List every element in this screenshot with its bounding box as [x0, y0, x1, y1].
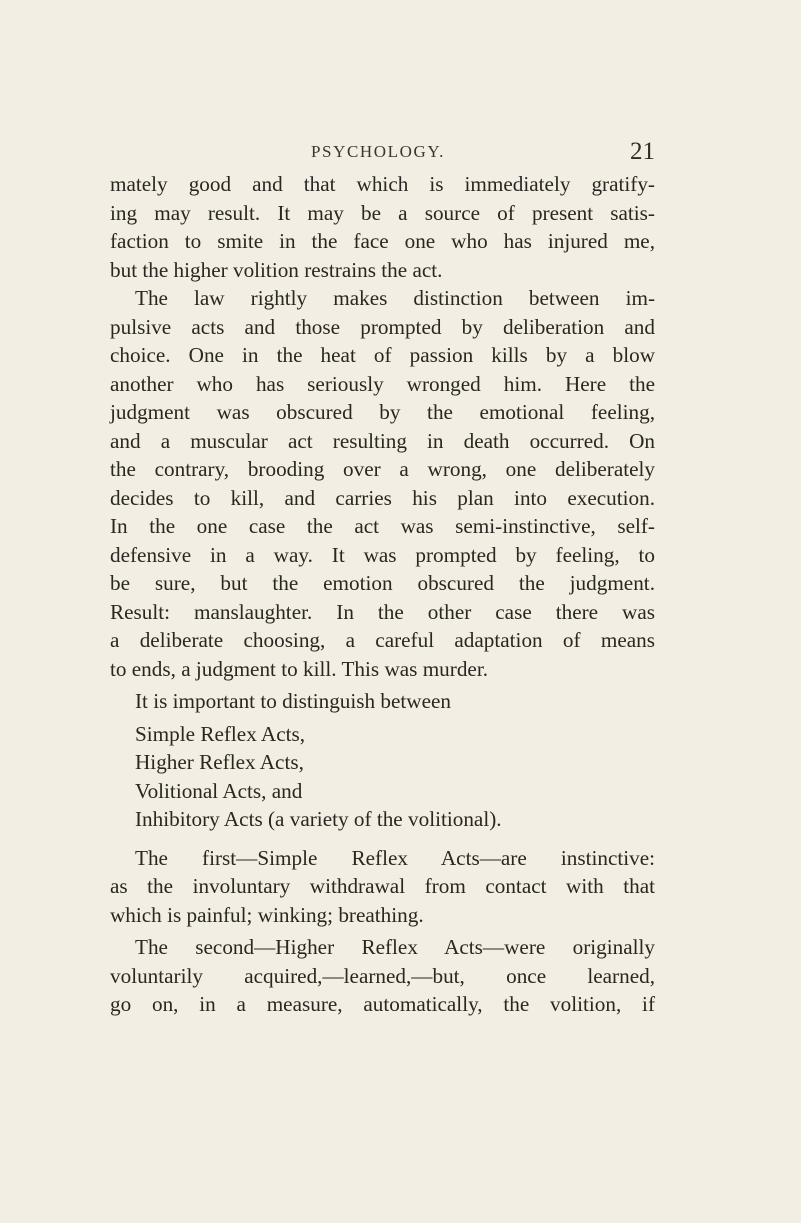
text-line: The first—Simple Reflex Acts—are instinctive: [135, 845, 655, 870]
text-line: mately good and that which is immediately gratify- [110, 172, 655, 196]
text-line: be sure, but the emotion obscured the judgment. [110, 571, 655, 595]
text-line: but the higher volition restrains the act. [110, 257, 443, 282]
running-head [110, 138, 655, 166]
act-types-list [110, 720, 655, 834]
text-line: faction to smite in the face one who has injured me, [110, 229, 655, 253]
text-line: go on, in a measure, automatically, the volition, if [110, 992, 655, 1016]
text-line: Result: manslaughter. In the other case there was [110, 599, 655, 624]
paragraph-distinguish [110, 687, 655, 716]
text-line: choice. One in the heat of passion kills by a blow [110, 343, 655, 367]
text-line: and a muscular act resulting in death occurred. On [110, 428, 655, 453]
paragraph-law-distinction [110, 284, 655, 683]
text-line: another who has seriously wronged him. Here the [110, 371, 655, 396]
text-line: It is important to distinguish between [135, 689, 452, 713]
running-title: PSYCHOLOGY. [311, 142, 445, 161]
list-item: Higher Reflex Acts, [135, 750, 304, 774]
text-line: decides to kill, and carries his plan into execution. [110, 485, 655, 510]
text-line: voluntarily acquired,—learned,—but, once learned, [110, 963, 655, 988]
list-item: Inhibitory Acts (a variety of the volitional). [135, 807, 502, 831]
paragraph-simple-reflex [110, 844, 655, 930]
text-line: The law rightly makes distinction between im- [135, 286, 655, 310]
list-item: Volitional Acts, and [135, 778, 303, 803]
text-line: defensive in a way. It was prompted by feeling, to [110, 542, 655, 567]
text-line: a deliberate choosing, a careful adaptation of means [110, 628, 655, 652]
list-item: Simple Reflex Acts, [135, 721, 306, 746]
text-line: judgment was obscured by the emotional feeling, [110, 400, 655, 424]
page-number: 21 [630, 138, 655, 165]
text-line: which is painful; winking; breathing. [110, 902, 424, 927]
text-line: ing may result. It may be a source of present satis- [110, 200, 655, 225]
text-line: pulsive acts and those prompted by deliberation and [110, 314, 655, 339]
text-line: to ends, a judgment to kill. This was murder. [110, 656, 489, 681]
text-line: as the involuntary withdrawal from contact with that [110, 874, 655, 898]
paragraph-higher-reflex [110, 933, 655, 1019]
body-text [110, 170, 655, 1019]
text-line: the contrary, brooding over a wrong, one deliberately [110, 457, 655, 481]
paragraph-continuation [110, 170, 655, 284]
text-line: In the one case the act was semi-instinctive, self- [110, 514, 655, 538]
text-line: The second—Higher Reflex Acts—were originally [135, 935, 655, 959]
